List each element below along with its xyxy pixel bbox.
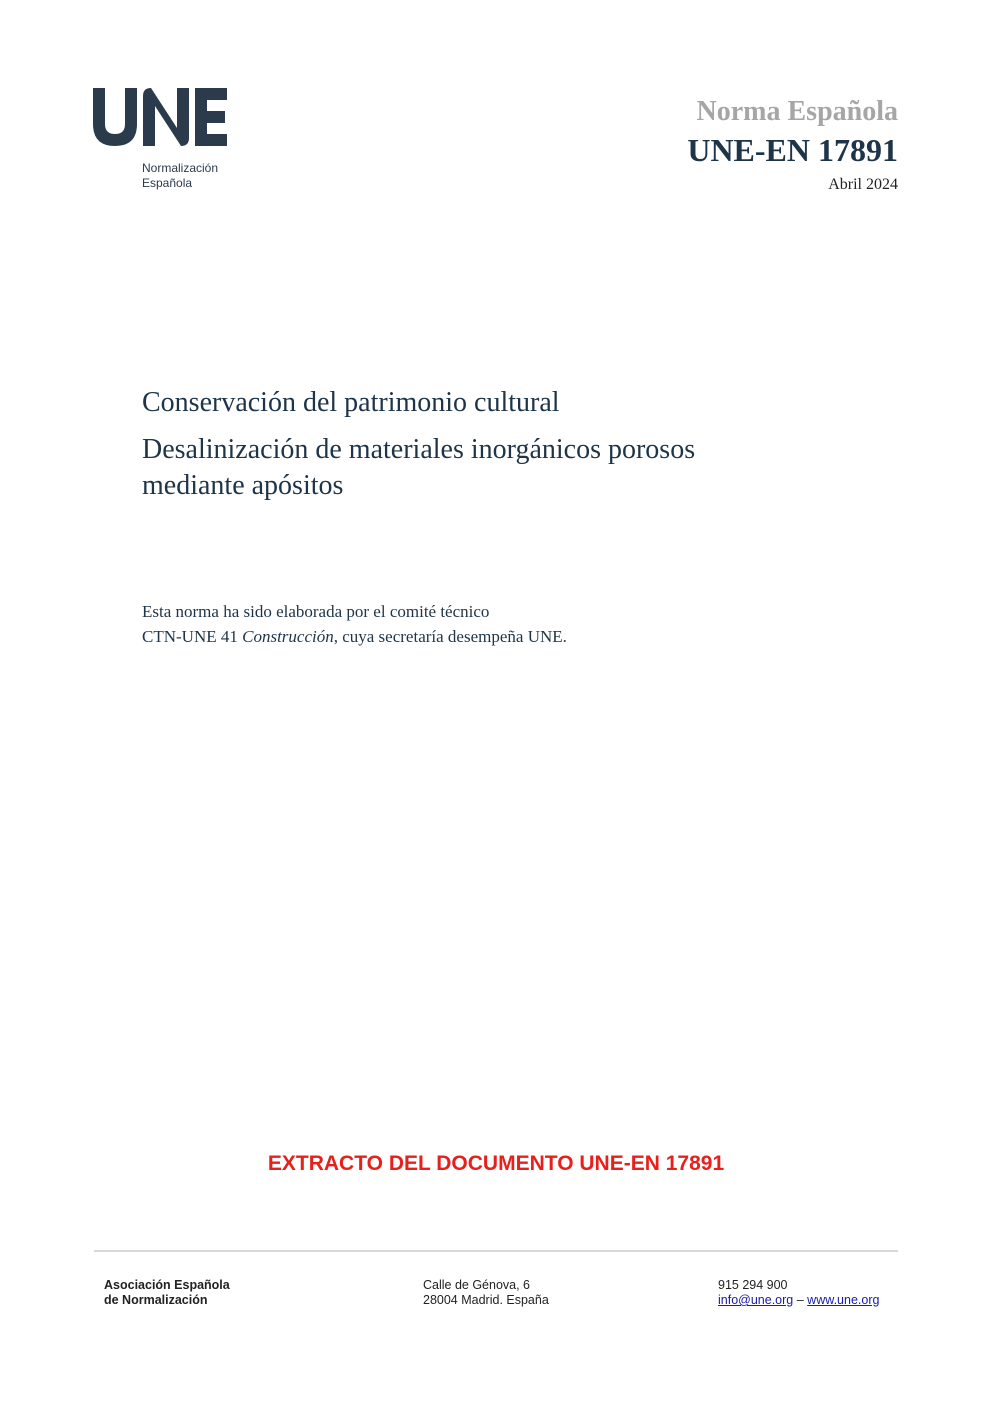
norma-label: Norma Española — [696, 96, 898, 127]
committee-name: Construcción — [242, 627, 334, 646]
committee-secretariat: , cuya secretaría desempeña UNE. — [333, 627, 567, 646]
une-logo — [93, 88, 253, 190]
footer-organization — [104, 1278, 230, 1308]
committee-line2 — [142, 624, 862, 649]
logo-subtitle — [142, 161, 218, 191]
extract-notice: EXTRACTO DEL DOCUMENTO UNE-EN 17891 — [267, 1152, 725, 1175]
une-logo-mark — [93, 88, 227, 146]
committee-code: CTN-UNE 41 — [142, 627, 243, 646]
logo-subtitle-line2: Española — [142, 176, 193, 190]
committee-note — [142, 599, 862, 649]
title-sub — [142, 432, 862, 504]
email-link[interactable]: info@une.org — [718, 1293, 794, 1307]
website-link[interactable]: www.une.org — [807, 1293, 880, 1307]
footer-phone: 915 294 900 — [718, 1278, 788, 1292]
title-sub-line2: mediante apósitos — [142, 470, 344, 501]
footer-org-line1: Asociación Española — [104, 1278, 230, 1292]
committee-line1: Esta norma ha sido elaborada por el comité técnico — [142, 602, 490, 621]
footer-org-line2: de Normalización — [104, 1293, 208, 1307]
logo-subtitle-line1: Normalización — [142, 161, 219, 175]
standard-code: UNE-EN 17891 — [687, 132, 898, 168]
publication-date: Abril 2024 — [828, 176, 898, 193]
document-titles — [142, 384, 862, 504]
footer-separator: – — [796, 1293, 804, 1307]
footer-contact — [718, 1278, 879, 1308]
title-sub-line1: Desalinización de materiales inorgánicos porosos — [142, 434, 696, 465]
footer-address — [423, 1278, 549, 1308]
standard-header — [687, 95, 898, 194]
footer-divider — [94, 1250, 898, 1252]
footer-links — [718, 1293, 879, 1308]
footer-address-line2: 28004 Madrid. España — [423, 1293, 549, 1307]
footer-address-line1: Calle de Génova, 6 — [423, 1278, 531, 1292]
title-main: Conservación del patrimonio cultural — [142, 387, 560, 418]
